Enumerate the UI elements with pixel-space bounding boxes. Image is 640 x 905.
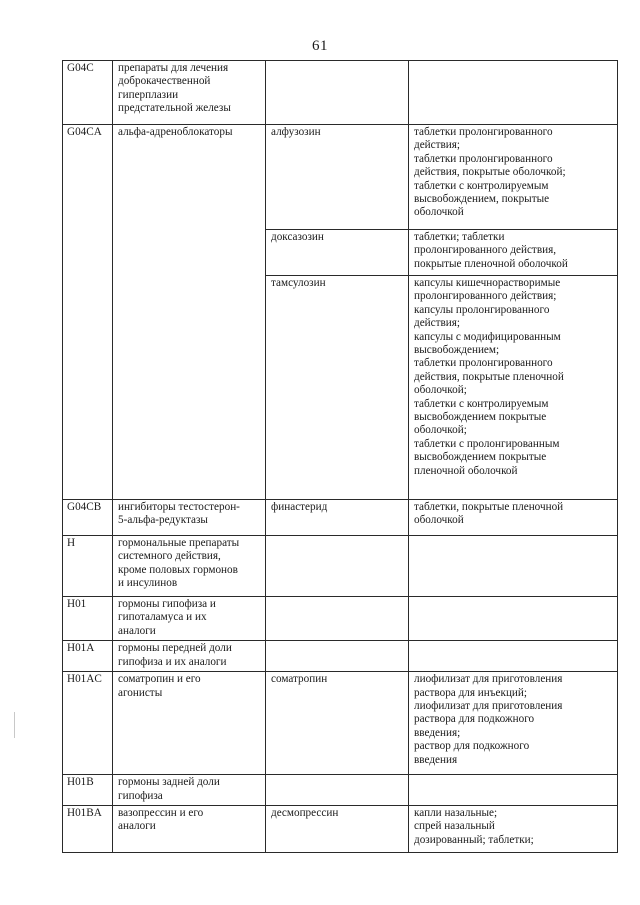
- atc-code-cell: H01BA: [63, 806, 113, 853]
- drug-name-cell: финастерид: [266, 500, 409, 536]
- drug-name-cell: [266, 641, 409, 672]
- drug-name-cell: соматропин: [266, 672, 409, 775]
- pharmacological-group-cell: ингибиторы тестостерон- 5-альфа-редуктазы: [113, 500, 266, 536]
- drug-name-cell: доксазозин: [266, 230, 409, 276]
- table-row: [63, 125, 618, 230]
- drug-name-cell: [266, 597, 409, 641]
- drug-classification-table: [62, 60, 618, 853]
- table-row: [63, 597, 618, 641]
- atc-code-cell: H01AC: [63, 672, 113, 775]
- pharmacological-group-cell: соматропин и его агонисты: [113, 672, 266, 775]
- table-row: [63, 775, 618, 806]
- drug-name-cell: десмопрессин: [266, 806, 409, 853]
- atc-code-cell: H01: [63, 597, 113, 641]
- dosage-form-cell: лиофилизат для приготовления раствора для инъекций; лиофилизат для приготовления раствора для подкожного введения; раствор для подкожного введения: [409, 672, 618, 775]
- drug-name-cell: [266, 61, 409, 125]
- atc-code-cell: H: [63, 536, 113, 597]
- table-row: [63, 806, 618, 853]
- dosage-form-cell: таблетки, покрытые пленочной оболочкой: [409, 500, 618, 536]
- pharmacological-group-cell: вазопрессин и его аналоги: [113, 806, 266, 853]
- pharmacological-group-cell: препараты для лечения доброкачественной гиперплазии предстательной железы: [113, 61, 266, 125]
- pharmacological-group-cell: гормоны задней доли гипофиза: [113, 775, 266, 806]
- pharmacological-group-cell: гормоны гипофиза и гипоталамуса и их аналоги: [113, 597, 266, 641]
- drug-name-cell: [266, 536, 409, 597]
- dosage-form-cell: капли назальные; спрей назальный дозированный; таблетки;: [409, 806, 618, 853]
- dosage-form-cell: [409, 775, 618, 806]
- table-row: [63, 672, 618, 775]
- atc-code-cell: G04CA: [63, 125, 113, 500]
- dosage-form-cell: [409, 536, 618, 597]
- atc-code-cell: H01A: [63, 641, 113, 672]
- dosage-form-cell: таблетки; таблетки пролонгированного действия, покрытые пленочной оболочкой: [409, 230, 618, 276]
- pharmacological-group-cell: гормональные препараты системного действия, кроме половых гормонов и инсулинов: [113, 536, 266, 597]
- drug-name-cell: [266, 775, 409, 806]
- dosage-form-cell: таблетки пролонгированного действия; таблетки пролонгированного действия, покрытые оболочкой; таблетки с контролируемым высвобождением, покрытые оболочкой: [409, 125, 618, 230]
- atc-code-cell: G04C: [63, 61, 113, 125]
- dosage-form-cell: [409, 641, 618, 672]
- table-row: [63, 61, 618, 125]
- table-row: [63, 641, 618, 672]
- page-number: 61: [312, 38, 328, 54]
- dosage-form-cell: [409, 597, 618, 641]
- atc-code-cell: G04CB: [63, 500, 113, 536]
- table-row: [63, 500, 618, 536]
- atc-code-cell: H01B: [63, 775, 113, 806]
- drug-name-cell: алфузозин: [266, 125, 409, 230]
- drug-name-cell: тамсулозин: [266, 276, 409, 500]
- pharmacological-group-cell: альфа-адреноблокаторы: [113, 125, 266, 500]
- scan-margin-mark: [14, 712, 15, 738]
- dosage-form-cell: [409, 61, 618, 125]
- dosage-form-cell: капсулы кишечнорастворимые пролонгированного действия; капсулы пролонгированного действия; капсулы с модифицированным высвобождением; таблетки пролонгированного действия, покрытые пленочной оболочкой; таблетки с контролируемым высвобождением покрытые оболочкой; таблетки с пролонгированным высвобождением покрытые пленочной оболочкой: [409, 276, 618, 500]
- pharmacological-group-cell: гормоны передней доли гипофиза и их аналоги: [113, 641, 266, 672]
- table-row: [63, 536, 618, 597]
